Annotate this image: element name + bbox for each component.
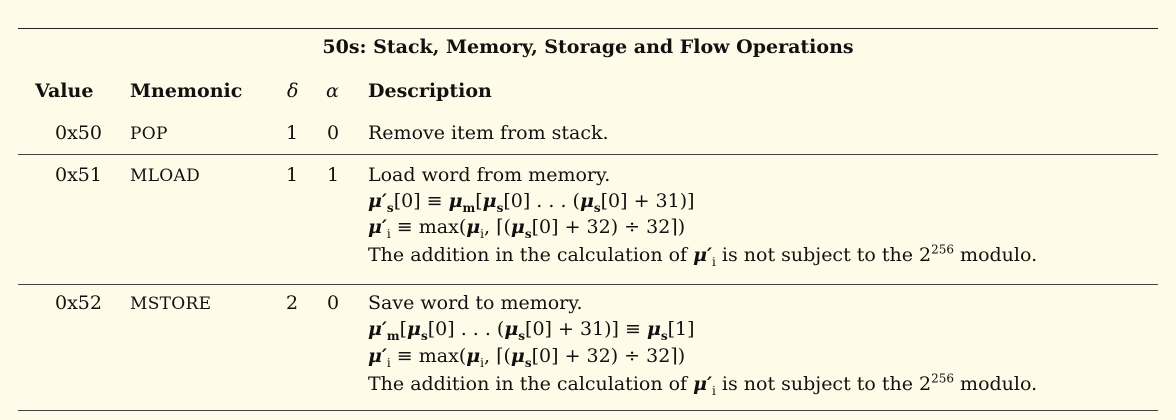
row-mload-alpha: 1 xyxy=(327,164,340,186)
row-divider xyxy=(18,284,1158,285)
row-mload-mnemonic: MLOAD xyxy=(130,166,201,186)
header-delta: δ xyxy=(287,80,299,102)
row-mstore-description: Save word to memory. xyxy=(368,292,583,314)
row-pop-value: 0x50 xyxy=(55,122,102,144)
row-pop-alpha: 0 xyxy=(327,122,340,144)
row-mload-value: 0x51 xyxy=(55,164,102,186)
row-mload-equation-1: $\mu'_s[0] \equiv \mu_m[\mu_s[0]$ . . . $(\mu_s[0] + 31)$] xyxy=(368,190,695,215)
row-mload-delta: 1 xyxy=(286,164,299,186)
header-alpha: α xyxy=(326,80,339,102)
row-mload-equation-2: $\mu'_i \equiv \max(\mu_i$, $⌈(\mu_s[0] + 32)$ ÷ 32⌉) xyxy=(368,216,686,241)
row-mstore-alpha: 0 xyxy=(327,292,340,314)
header-value: Value xyxy=(35,80,94,102)
row-pop-description: Remove item from stack. xyxy=(368,122,609,144)
table-title: 50s: Stack, Memory, Storage and Flow Operations xyxy=(322,36,854,58)
bottom-rule xyxy=(18,410,1158,411)
top-rule xyxy=(18,28,1158,29)
row-mstore-mnemonic: MSTORE xyxy=(130,294,212,314)
row-mstore-value: 0x52 xyxy=(55,292,102,314)
row-pop-mnemonic: POP xyxy=(130,124,168,144)
row-pop-delta: 1 xyxy=(286,122,299,144)
row-mstore-note: The addition in the calculation of $\mu'_i$ is not subject to the $2^{256}$ modulo. xyxy=(368,371,1038,398)
header-description: Description xyxy=(368,80,492,102)
header-mnemonic: Mnemonic xyxy=(130,80,243,102)
row-mload-description: Load word from memory. xyxy=(368,164,611,186)
row-mload-note: The addition in the calculation of $\mu'_i$ is not subject to the $2^{256}$ modulo. xyxy=(368,242,1038,269)
row-mstore-equation-1: $\mu'_m[\mu_s[0]$ . . . $(\mu_s[0] + 31)] \equiv \mu_s[1]$ xyxy=(368,318,695,343)
row-divider xyxy=(18,154,1158,155)
row-mstore-equation-2: $\mu'_i \equiv \max(\mu_i$, $⌈(\mu_s[0] + 32)$ ÷ 32⌉) xyxy=(368,345,686,370)
row-mstore-delta: 2 xyxy=(286,292,299,314)
